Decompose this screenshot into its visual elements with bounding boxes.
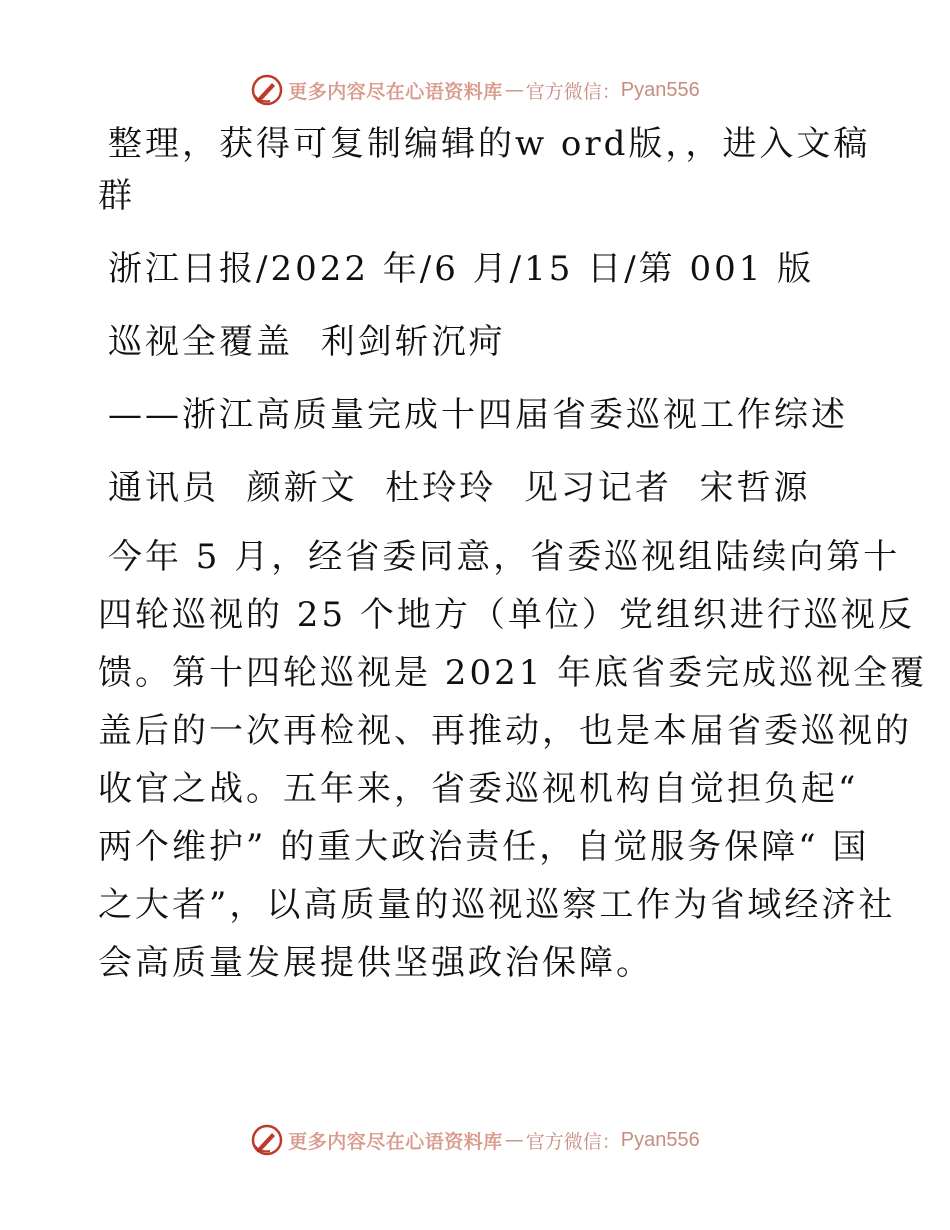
watermark-official-label: 官方微信： bbox=[525, 1130, 621, 1153]
watermark-wechat-id: Pyan556 bbox=[620, 78, 700, 101]
article-byline: 通讯员 颜新文 杜玲玲 见习记者 宋哲源 bbox=[108, 468, 811, 508]
pen-logo-icon bbox=[250, 73, 284, 107]
watermark-wechat-id: Pyan556 bbox=[620, 1128, 700, 1151]
watermark-promo-text: 更多内容尽在心语资料库 bbox=[288, 80, 503, 103]
paragraph-line: 今年 5 月，经省委同意，省委巡视组陆续向第十 bbox=[108, 537, 901, 577]
watermark-banner-bottom bbox=[0, 1120, 950, 1160]
intro-line-1: 整理，获得可复制编辑的w ord版，，进入文稿 bbox=[108, 124, 871, 164]
paragraph-line: 盖后的一次再检视、再推动，也是本届省委巡视的 bbox=[98, 711, 912, 751]
watermark-banner-top bbox=[0, 70, 950, 110]
paragraph-line: 四轮巡视的 25 个地方（单位）党组织进行巡视反 bbox=[98, 595, 915, 635]
paragraph-line: 馈。第十四轮巡视是 2021 年底省委完成巡视全覆 bbox=[98, 653, 928, 693]
watermark-dash: — bbox=[504, 1129, 524, 1151]
watermark-promo-text: 更多内容尽在心语资料库 bbox=[288, 1130, 503, 1153]
article-headline: 巡视全覆盖 利剑斩沉疴 bbox=[108, 322, 506, 362]
watermark-official-label: 官方微信： bbox=[525, 80, 621, 103]
paragraph-line: 之大者”，以高质量的巡视巡察工作为省域经济社 bbox=[98, 885, 896, 925]
paragraph-line: 收官之战。五年来，省委巡视机构自觉担负起“ bbox=[98, 769, 859, 809]
watermark-dash: — bbox=[504, 79, 524, 101]
pen-logo-icon bbox=[250, 1123, 284, 1157]
article-subheadline: ——浙江高质量完成十四届省委巡视工作综述 bbox=[108, 395, 848, 435]
intro-line-2: 群 bbox=[98, 176, 135, 216]
article-paragraph bbox=[98, 528, 928, 992]
document-body bbox=[98, 118, 928, 992]
paragraph-line: 两个维护” 的重大政治责任，自觉服务保障“ 国 bbox=[98, 827, 870, 867]
source-line: 浙江日报/2022 年/6 月/15 日/第 001 版 bbox=[108, 249, 815, 289]
paragraph-line: 会高质量发展提供坚强政治保障。 bbox=[98, 943, 653, 983]
